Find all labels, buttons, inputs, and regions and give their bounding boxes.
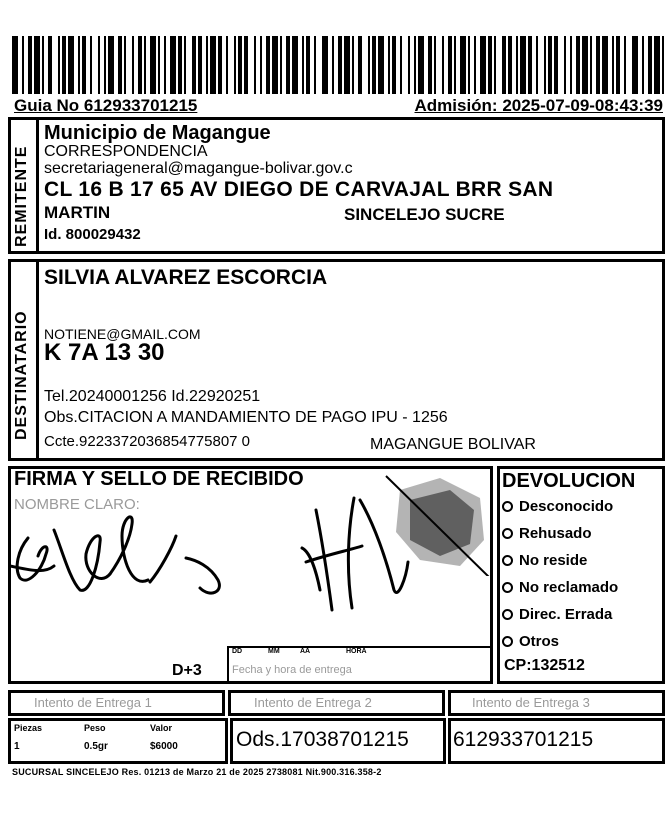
devolucion-cp: CP:132512 bbox=[504, 657, 585, 674]
destinatario-obs: Obs.CITACION A MANDAMIENTO DE PAGO IPU - 1256 bbox=[44, 409, 448, 426]
destinatario-city: MAGANGUE BOLIVAR bbox=[370, 436, 536, 453]
radio-circle-icon bbox=[502, 501, 513, 512]
devolucion-option-rehusado: Rehusado bbox=[502, 525, 592, 542]
value-piezas: 1 bbox=[14, 741, 20, 752]
remitente-address-1: CL 16 B 17 65 AV DIEGO DE CARVAJAL BRR SAN bbox=[44, 178, 554, 201]
footer-text: SUCURSAL SINCELEJO Res. 01213 de Marzo 21 de 2025 2738081 Nit.900.316.358-2 bbox=[12, 767, 382, 777]
header-valor: Valor bbox=[150, 723, 173, 733]
destinatario-name: SILVIA ALVAREZ ESCORCIA bbox=[44, 266, 328, 289]
remitente-id: Id. 800029432 bbox=[44, 226, 141, 243]
radio-circle-icon bbox=[502, 555, 513, 566]
destinatario-email: NOTIENE@GMAIL.COM bbox=[44, 326, 201, 342]
remitente-name: Municipio de Magangue bbox=[44, 122, 271, 144]
radio-circle-icon bbox=[502, 582, 513, 593]
devolucion-option-direc-errada: Direc. Errada bbox=[502, 606, 612, 623]
guia-number: Guia No 612933701215 bbox=[14, 96, 198, 115]
header-piezas: Piezas bbox=[14, 723, 43, 733]
radio-circle-icon bbox=[502, 528, 513, 539]
destinatario-label: DESTINATARIO bbox=[13, 310, 30, 440]
value-valor: $6000 bbox=[150, 741, 178, 752]
admision-date: Admisión: 2025-07-09-08:43:39 bbox=[414, 96, 663, 115]
ods-number: Ods.17038701215 bbox=[236, 728, 409, 751]
date-head-mm: MM bbox=[268, 648, 280, 655]
nombre-claro-label: NOMBRE CLARO: bbox=[14, 496, 140, 513]
date-head-hora: HORA bbox=[346, 648, 367, 655]
value-peso: 0.5gr bbox=[84, 741, 108, 752]
date-head-dd: DD bbox=[232, 648, 243, 655]
stamp-mark bbox=[380, 470, 492, 576]
remitente-city: SINCELEJO SUCRE bbox=[344, 205, 505, 224]
devolucion-option-otros: Otros bbox=[502, 633, 559, 650]
intento-2-label: Intento de Entrega 2 bbox=[254, 695, 372, 710]
guia-number-bottom: 612933701215 bbox=[453, 728, 594, 751]
destinatario-divider bbox=[36, 259, 39, 461]
remitente-email: secretariageneral@magangue-bolivar.gov.c bbox=[44, 160, 353, 177]
remitente-label: REMITENTE bbox=[13, 145, 30, 247]
d-plus: D+3 bbox=[172, 662, 202, 679]
barcode-bar bbox=[662, 36, 664, 94]
radio-circle-icon bbox=[502, 609, 513, 620]
destinatario-ccte: Ccte.9223372036854775807 0 bbox=[44, 433, 251, 450]
intento-1-label: Intento de Entrega 1 bbox=[34, 695, 152, 710]
remitente-divider bbox=[36, 117, 39, 254]
devolucion-option-desconocido: Desconocido bbox=[502, 498, 613, 515]
radio-circle-icon bbox=[502, 636, 513, 647]
intento-3-label: Intento de Entrega 3 bbox=[472, 695, 590, 710]
header-peso: Peso bbox=[84, 723, 106, 733]
remitente-address-2: MARTIN bbox=[44, 203, 111, 222]
remitente-dept: CORRESPONDENCIA bbox=[44, 143, 208, 160]
devolucion-title: DEVOLUCION bbox=[502, 470, 636, 492]
devolucion-option-no-reside: No reside bbox=[502, 552, 587, 569]
destinatario-tel: Tel.20240001256 Id.22920251 bbox=[44, 388, 261, 405]
date-head-aa: AA bbox=[300, 648, 311, 655]
destinatario-address: K 7A 13 30 bbox=[44, 339, 165, 366]
devolucion-option-no-reclamado: No reclamado bbox=[502, 579, 618, 596]
firma-title: FIRMA Y SELLO DE RECIBIDO bbox=[14, 468, 304, 490]
date-caption: Fecha y hora de entrega bbox=[232, 664, 352, 676]
barcode bbox=[12, 36, 664, 94]
